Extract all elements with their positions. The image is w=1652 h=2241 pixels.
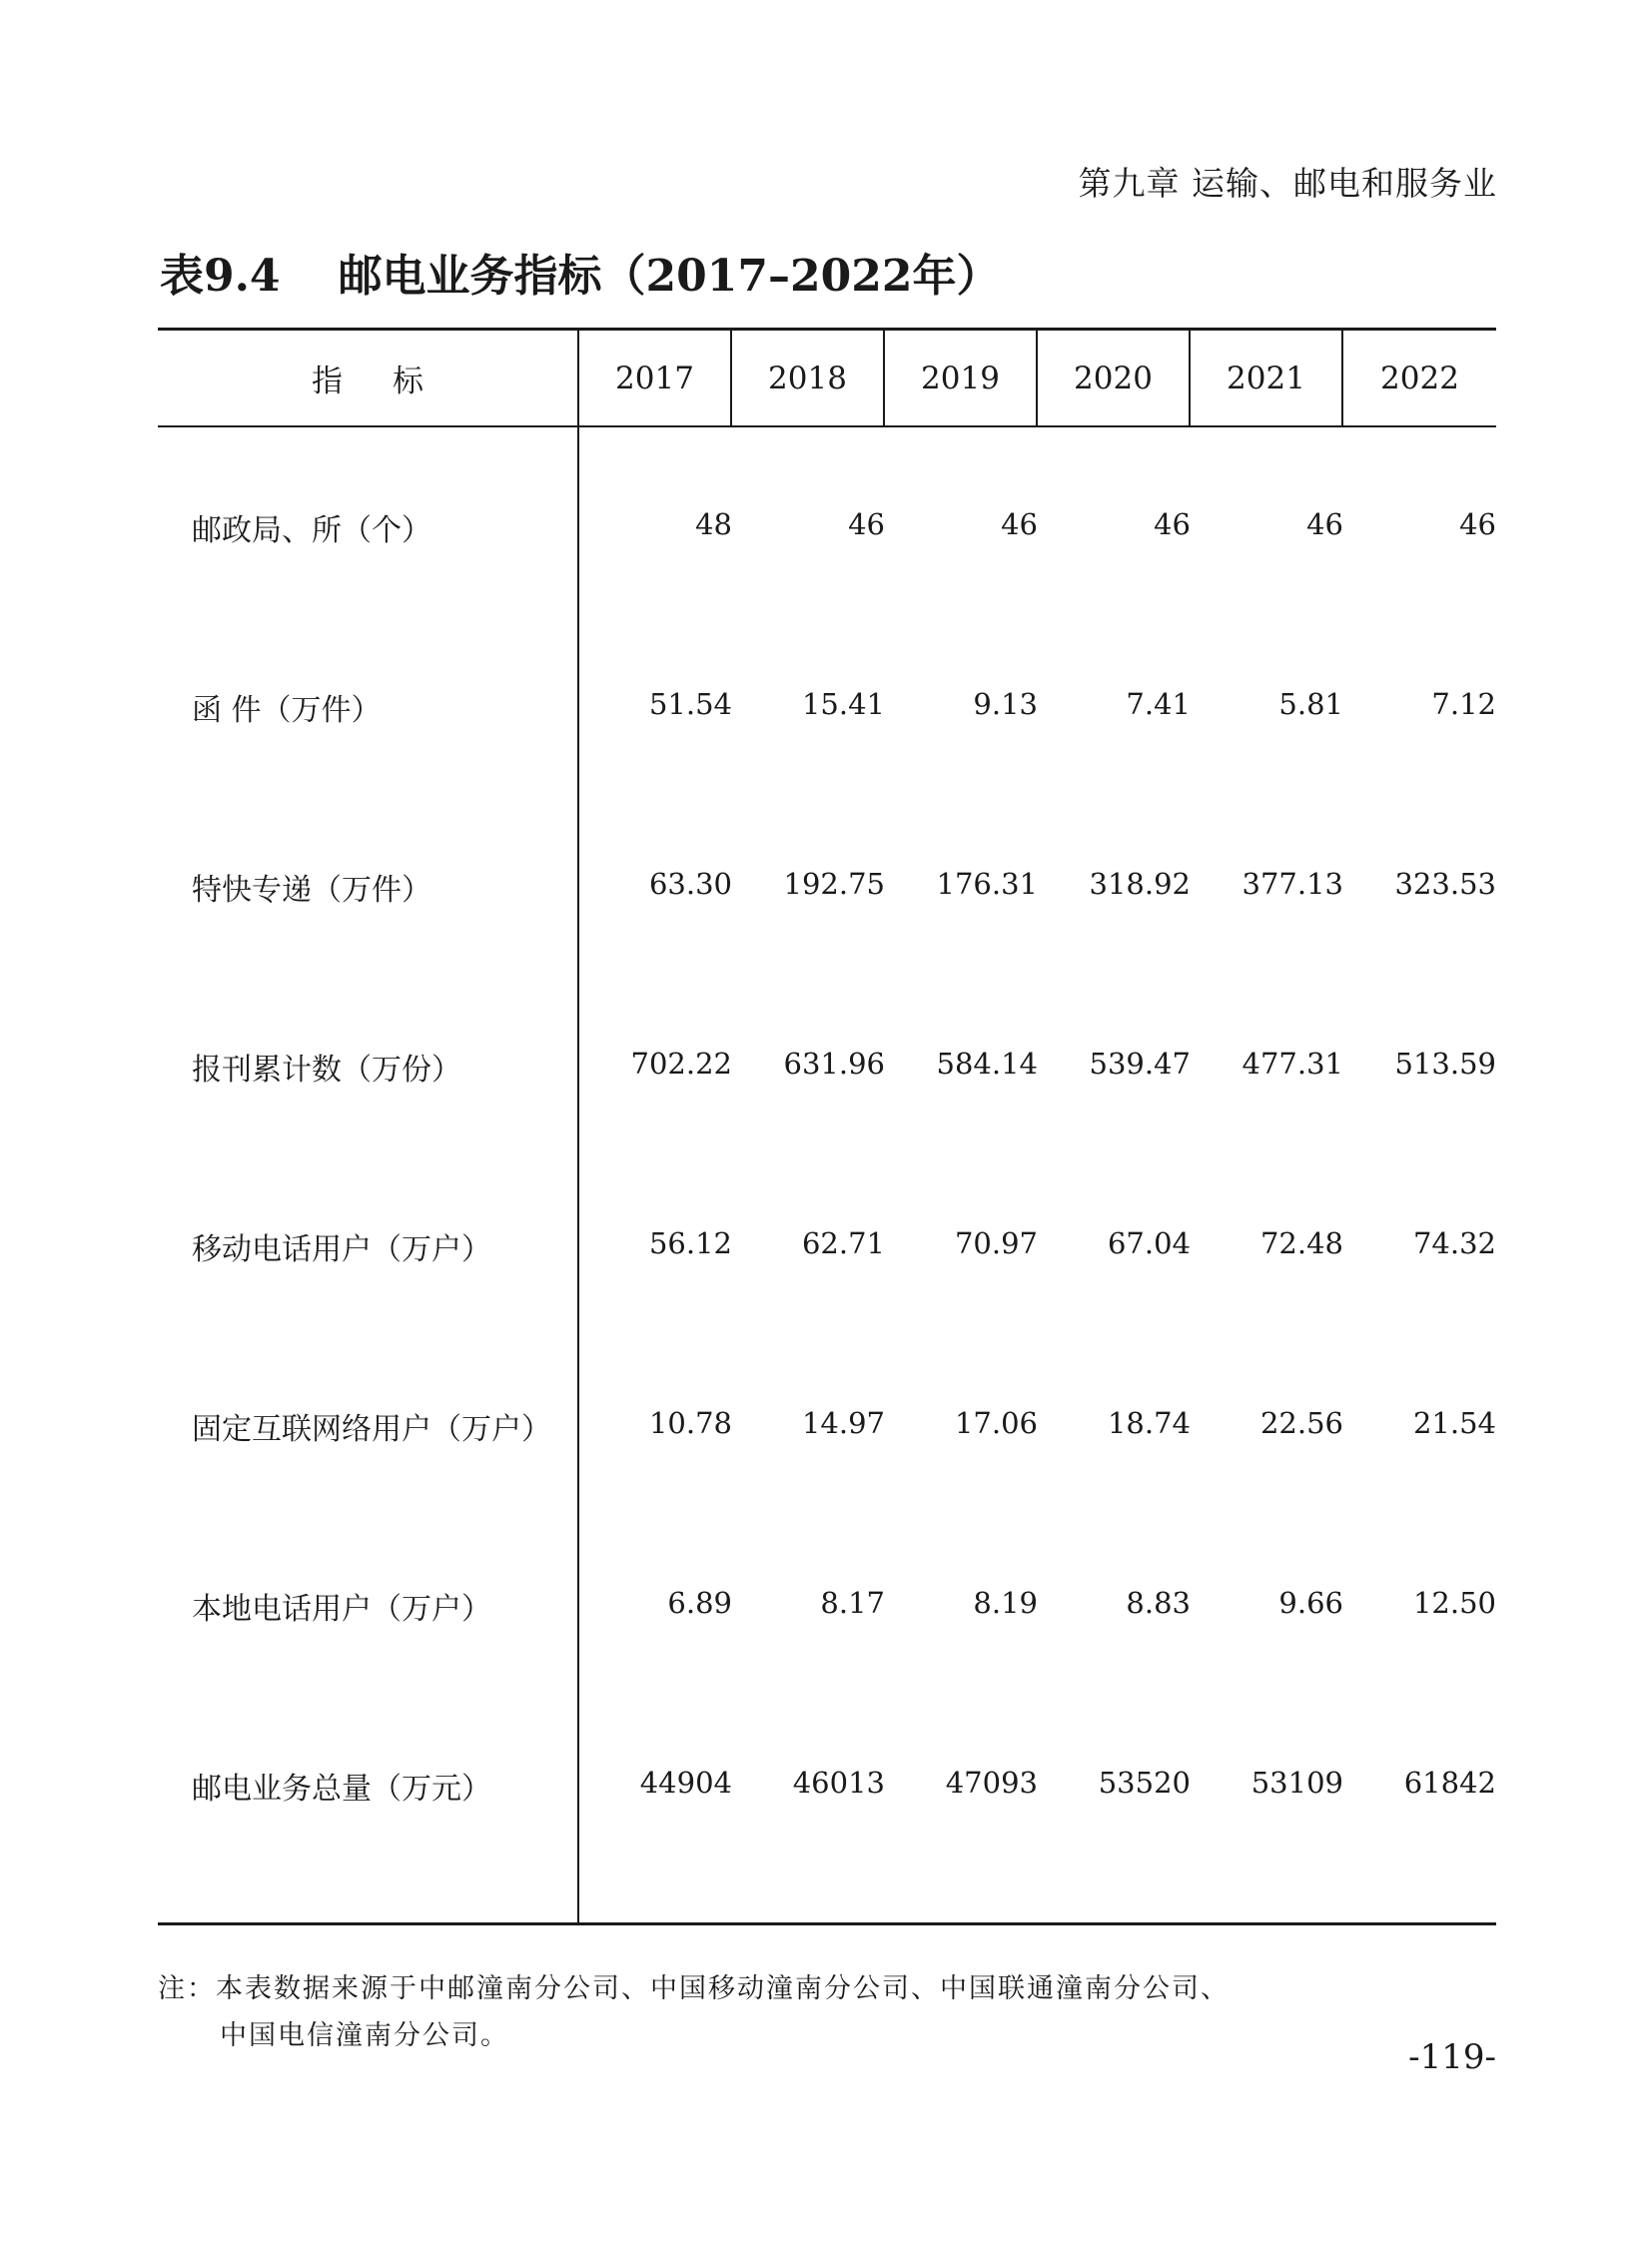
table-title xyxy=(160,240,1000,304)
row-value: 631.96 xyxy=(783,1047,885,1081)
row-value: 46 xyxy=(1154,507,1191,541)
row-value: 47093 xyxy=(945,1766,1038,1800)
row-value: 46 xyxy=(1459,507,1496,541)
row-indicator-name: 特快专递（万件） xyxy=(192,873,431,908)
data-table xyxy=(158,328,1496,1925)
page-number: -119- xyxy=(1408,2037,1496,2077)
header-year: 2019 xyxy=(921,360,1000,396)
row-value: 48 xyxy=(695,507,732,541)
row-value: 61842 xyxy=(1403,1766,1496,1800)
row-value: 8.19 xyxy=(973,1586,1038,1620)
row-value: 318.92 xyxy=(1089,867,1191,901)
table-row xyxy=(158,1584,1496,1644)
row-value: 477.31 xyxy=(1241,1047,1343,1081)
table-note xyxy=(158,1965,1230,2059)
header-year: 2022 xyxy=(1380,360,1459,396)
row-value: 9.66 xyxy=(1278,1586,1343,1620)
note-line-2: 中国电信潼南分公司。 xyxy=(220,2020,509,2051)
row-value: 72.48 xyxy=(1259,1226,1343,1260)
row-value: 14.97 xyxy=(801,1406,885,1440)
header-year: 2021 xyxy=(1227,360,1305,396)
indicator-column-divider xyxy=(577,328,579,1923)
row-value: 176.31 xyxy=(936,867,1038,901)
row-indicator-name: 邮政局、所（个） xyxy=(192,513,431,548)
row-value: 22.56 xyxy=(1259,1406,1343,1440)
row-value: 67.04 xyxy=(1107,1226,1191,1260)
row-value: 62.71 xyxy=(801,1226,885,1260)
row-value: 12.50 xyxy=(1412,1586,1496,1620)
row-value: 323.53 xyxy=(1394,867,1496,901)
row-value: 70.97 xyxy=(954,1226,1038,1260)
table-row xyxy=(158,865,1496,925)
row-indicator-name: 固定互联网络用户（万户） xyxy=(192,1412,551,1447)
header-indicator: 指标 xyxy=(312,364,473,399)
table-row xyxy=(158,1764,1496,1824)
header-year: 2018 xyxy=(768,360,847,396)
row-value: 7.41 xyxy=(1126,687,1191,721)
row-value: 53520 xyxy=(1098,1766,1191,1800)
row-value: 15.41 xyxy=(801,687,885,721)
row-value: 8.17 xyxy=(820,1586,885,1620)
row-value: 584.14 xyxy=(936,1047,1038,1081)
row-indicator-name: 函 件（万件） xyxy=(192,693,382,728)
table-caption: 邮电业务指标（2017–2022年） xyxy=(338,251,1001,302)
row-value: 10.78 xyxy=(648,1406,732,1440)
row-indicator-name: 本地电话用户（万户） xyxy=(192,1592,491,1627)
row-indicator-name: 邮电业务总量（万元） xyxy=(192,1772,491,1807)
table-row xyxy=(158,1404,1496,1464)
row-value: 44904 xyxy=(639,1766,732,1800)
table-row xyxy=(158,1045,1496,1105)
header-year: 2017 xyxy=(615,360,694,396)
row-value: 74.32 xyxy=(1412,1226,1496,1260)
row-value: 46 xyxy=(1306,507,1343,541)
row-value: 513.59 xyxy=(1394,1047,1496,1081)
row-value: 539.47 xyxy=(1089,1047,1191,1081)
row-value: 46 xyxy=(848,507,885,541)
row-value: 192.75 xyxy=(783,867,885,901)
row-value: 7.12 xyxy=(1431,687,1496,721)
row-value: 377.13 xyxy=(1241,867,1343,901)
row-value: 21.54 xyxy=(1412,1406,1496,1440)
row-value: 8.83 xyxy=(1126,1586,1191,1620)
chapter-heading: 第九章 运输、邮电和服务业 xyxy=(1078,164,1497,203)
row-value: 56.12 xyxy=(648,1226,732,1260)
note-line-1: 注：本表数据来源于中邮潼南分公司、中国移动潼南分公司、中国联通潼南分公司、 xyxy=(158,1973,1230,2004)
table-row xyxy=(158,1224,1496,1284)
row-value: 46013 xyxy=(792,1766,885,1800)
row-value: 53109 xyxy=(1250,1766,1343,1800)
row-value: 51.54 xyxy=(648,687,732,721)
row-indicator-name: 报刊累计数（万份） xyxy=(192,1053,461,1088)
row-value: 702.22 xyxy=(630,1047,732,1081)
row-value: 63.30 xyxy=(648,867,732,901)
row-value: 46 xyxy=(1001,507,1038,541)
table-row xyxy=(158,685,1496,745)
row-value: 6.89 xyxy=(667,1586,732,1620)
row-indicator-name: 移动电话用户（万户） xyxy=(192,1232,491,1267)
table-number: 表9.4 xyxy=(160,251,281,302)
header-year: 2020 xyxy=(1074,360,1153,396)
table-row xyxy=(158,505,1496,565)
table-header-rule xyxy=(158,425,1496,427)
row-value: 18.74 xyxy=(1107,1406,1191,1440)
row-value: 9.13 xyxy=(973,687,1038,721)
row-value: 17.06 xyxy=(954,1406,1038,1440)
table-bottom-rule xyxy=(158,1922,1496,1925)
row-value: 5.81 xyxy=(1278,687,1343,721)
